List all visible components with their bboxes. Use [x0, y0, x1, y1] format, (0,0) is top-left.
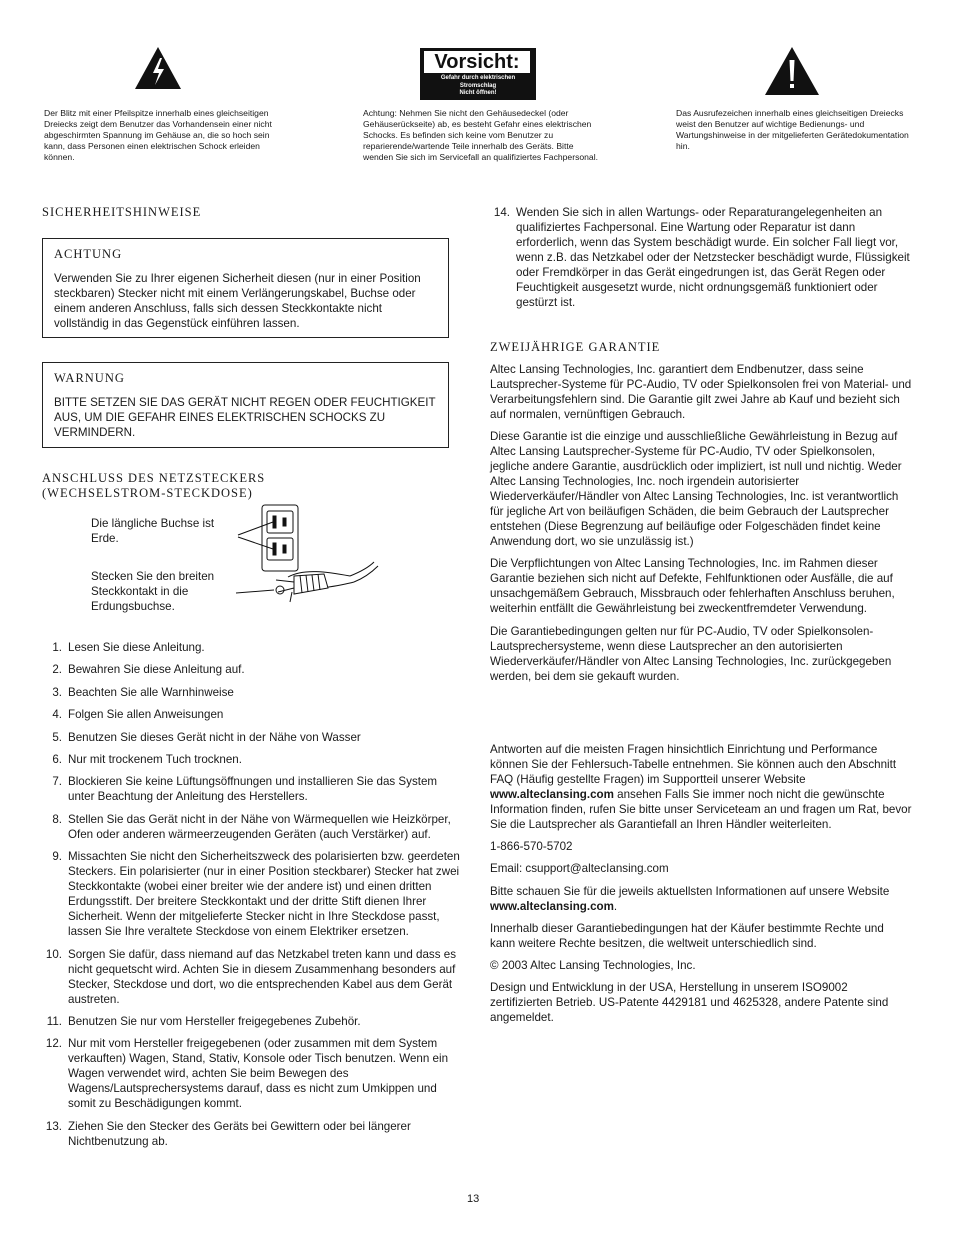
warranty-paragraph: Die Verpflichtungen von Altec Lansing Technologies, Inc. im Rahmen dieser Garantie beziehen sich nicht auf Defekte, Fehlfunktionen oder Ausfälle, die auf unsachgemäßem Gebrauch, Missbrauch oder fehlerhaften Anschluss beruhen, weiterhin entfällt die Gewährleistung bei zweckentfremdeter Verwendung.: [490, 557, 895, 616]
warranty-heading: ZWEIJÄHRIGE GARANTIE: [490, 340, 661, 354]
list-item: [42, 730, 462, 745]
list-item: [42, 1119, 462, 1149]
list-number: 10.: [45, 947, 62, 961]
outlet-plug-illustration: [232, 502, 380, 610]
list-text: Nur mit vom Hersteller freigegebenen (oder zusammen mit dem System verkauften) Wagen, Stand, Stativ, Konsole oder Tisch benutzen. Wenn ein Wagen verwendet wird, achten Sie beim Bewegen des Wagens/Lautsprechersystems darauf, dass es nicht zum Umkippen und somit zu Beschädigungen kommt.: [68, 1037, 449, 1111]
list-text: Bewahren Sie diese Anleitung auf.: [68, 663, 245, 677]
exclamation-triangle-icon: [764, 46, 820, 96]
plug-label-wide: Stecken Sie den breiten Steckkontakt in die Erdungsbuchse.: [91, 570, 215, 613]
exclamation-caption: Das Ausrufezeichen innerhalb eines gleichseitigen Dreiecks weist den Benutzer auf wichtige Bedienungs- und Wartungshinweise in der mitgelieferten Gerätedokumentation hin.: [676, 108, 909, 151]
list-text: Nur mit trockenem Tuch trocknen.: [68, 752, 242, 766]
list-text: Benutzen Sie nur vom Hersteller freigegebenes Zubehör.: [68, 1014, 361, 1028]
list-number: 11.: [46, 1014, 62, 1028]
list-text: Wenden Sie sich in allen Wartungs- oder Reparaturangelegenheiten an qualifiziertes Fachpersonal. Eine Wartung oder Reparatur ist dann erforderlich, wenn das System beschädigt wurde. Ein solcher Fall liegt vor, wenn z.B. das Netzkabel oder der Netzstecker beschädigt wurde, Flüssigkeit oder Fremdkörper in das Gerät eingedrungen ist, das Gerät Regen oder Feuchtigkeit ausgesetzt wurde, nicht ordnungsgemäß funktioniert oder gestürzt ist.: [516, 206, 910, 309]
list-number: 13.: [45, 1119, 62, 1133]
support-body: [490, 742, 912, 1032]
list-number: 4.: [52, 708, 62, 722]
page-number: 13: [467, 1193, 480, 1205]
list-text: Sorgen Sie dafür, dass niemand auf das Netzkabel treten kann und dass es nicht gequetscht wird. Achten Sie in diesem Zusammenhang besonders auf Stecker, Steckdose und dort, wo die entsprechenden Kabel aus dem Gerät austreten.: [68, 947, 456, 1006]
list-item: [42, 685, 462, 700]
list-number: 6.: [52, 752, 62, 766]
warranty-paragraph: Diese Garantie ist die einzige und ausschließliche Gewährleistung in Bezug auf Altec Lansing Lautsprecher-Systeme für PC-Audio, TV oder Spielkonsolen, jegliche andere Garantie, ausdrücklich oder impliziert, ist null und nichtig. Weder Altec Lansing Technologies, Inc. noch irgendein autorisierter Wiederverkäufer/Händler von Altec Lansing Technologies, Inc. ist verantwortlich für jegliche Art von beiläufigen Schäden, die beim Gebrauch der Lautsprecher entstehen (Diese Begrenzung auf beiläufige oder Folgeschäden findet keine Anwendung dort, wo sie unzulässig ist.): [490, 430, 902, 549]
center-caption: Achtung: Nehmen Sie nicht den Gehäusedeckel (oder Gehäuserückseite) ab, es besteht Gefahr eines elektrischen Schocks. Es befinden sich keine vom Benutzer zu reparierende/wartende Teile innerhalb des Geräts. Bitte wenden Sie sich im Servicefall an qualifiziertes Fachpersonal.: [363, 108, 599, 162]
list-item: [42, 812, 462, 842]
instructions-list-left: [42, 640, 462, 1156]
list-item: [490, 205, 910, 310]
list-number: 7.: [52, 775, 62, 789]
website-link[interactable]: www.altecIansing.com: [490, 899, 614, 913]
list-number: 8.: [52, 812, 62, 826]
vorsicht-label: [420, 48, 536, 100]
support-email: Email: csupport@altecIansing.com: [490, 862, 669, 876]
lightning-triangle-icon: [134, 46, 182, 90]
list-text: Missachten Sie nicht den Sicherheitszweck des polarisierten bzw. geerdeten Steckers. Ein polarisierter (nur in einer Position steckbarer) Stecker hat zwei Steckkontakte (wobei einer breiter wie der andere ist) und einen dritten Erdungsstift. Der breitere Steckkontakt und der dritte Stift dienen Ihrer Sicherheit. Wenn der mitgelieferte Stecker nicht in Ihre Steckdose passt, lassen Sie Ihre veraltete Steckdose von einem Elektriker ersetzen.: [68, 850, 460, 939]
list-item: [42, 662, 462, 677]
list-item: [42, 752, 462, 767]
instructions-list-right: [490, 205, 910, 317]
list-item: [42, 640, 462, 655]
support-paragraph: Innerhalb dieser Garantiebedingungen hat der Käufer bestimmte Rechte und kann weitere Rechte besitzen, die weltweit unterschiedlich sind.: [490, 921, 884, 950]
support-paragraph: Design und Entwicklung in der USA, Herstellung in unserem ISO9002 zertifizierten Betrieb. US-Patente 4429181 und 4625328, andere Patente sind angemeldet.: [490, 981, 889, 1025]
list-item: [42, 1014, 462, 1029]
plug-heading: [42, 471, 265, 501]
list-text: Folgen Sie allen Anweisungen: [68, 708, 224, 722]
vorsicht-sub-3: Nicht öffnen!: [459, 90, 497, 96]
copyright: © 2003 Altec Lansing Technologies, Inc.: [490, 958, 696, 972]
vorsicht-sub-2: Stromschlag: [459, 82, 497, 89]
list-number: 3.: [52, 685, 62, 699]
achtung-box: [42, 238, 449, 338]
support-paragraph: Bitte schauen Sie für die jeweils aktuellsten Informationen auf unsere Website www.altecIansing.com.: [490, 884, 890, 913]
warranty-body: [490, 362, 912, 691]
list-item: [42, 774, 462, 804]
warnung-title: WARNUNG: [54, 371, 125, 385]
lightning-caption: Der Blitz mit einer Pfeilspitze innerhalb eines gleichseitigen Dreiecks zeigt dem Benutzer das Vorhandensein einer nicht abgeschirmten Spannung im Gehäuse an, die so hoch sein kann, dass Personen einen elektrischen Schock erleiden können.: [44, 108, 272, 162]
support-paragraph: Antworten auf die meisten Fragen hinsichtlich Einrichtung und Performance können Sie der Fehlersuch-Tabelle entnehmen. Sie können auch den Abschnitt FAQ (Häufig gestellte Fragen) im Supportteil unserer Website www.altecIansing.com ansehen Falls Sie immer noch nicht die gewünschte Information finden, rufen Sie bitte unser Serviceteam an und fragen um Rat, bevor Sie die Lautsprecher als Garantiefall an Ihren Händler weiterleiten.: [490, 743, 912, 831]
plug-label-ground: Die längliche Buchse ist Erde.: [91, 517, 215, 545]
warnung-box: [42, 362, 449, 448]
warnung-text: BITTE SETZEN SIE DAS GERÄT NICHT REGEN ODER FEUCHTIGKEIT AUS, UM DIE GEFAHR EINES ELEKTRISCHEN SCHOCKS ZU VERMINDERN.: [54, 396, 436, 439]
list-text: Stellen Sie das Gerät nicht in der Nähe von Wärmequellen wie Heizkörper, Ofen oder anderen wärmeerzeugenden Geräten (auch Verstärker) auf.: [68, 812, 451, 841]
list-item: [42, 849, 462, 939]
list-text: Ziehen Sie den Stecker des Geräts bei Gewittern oder bei längerer Nichtbenutzung ab.: [68, 1119, 411, 1148]
list-number: 2.: [52, 663, 62, 677]
vorsicht-sub-1: Gefahr durch elektrischen: [440, 75, 516, 81]
list-number: 14.: [493, 206, 510, 219]
warranty-paragraph: Die Garantiebedingungen gelten nur für PC-Audio, TV oder Spielkonsolen-Lautsprechersysteme, wenn diese Lautsprecher an den autorisierten Wiederverkäufer/Händler von Altec Lansing Technologies, Inc. zurückgegeben werden, bei dem sie gekauft wurden.: [490, 624, 892, 683]
support-phone: 1-866-570-5702: [490, 840, 573, 854]
safety-heading: SICHERHEITSHINWEISE: [42, 205, 202, 219]
vorsicht-title: Vorsicht:: [424, 51, 530, 73]
warranty-paragraph: Altec Lansing Technologies, Inc. garantiert dem Endbenutzer, dass seine Lautsprecher-Systeme für PC-Audio, TV oder Spielkonsolen frei von Material- und Verarbeitungsfehlern sind. Die Garantie gilt zwei Jahre ab Kauf und bezieht sich auf normalen, vernünftigen Gebrauch.: [490, 363, 912, 421]
list-number: 9.: [52, 850, 62, 864]
list-text: Benutzen Sie dieses Gerät nicht in der Nähe von Wasser: [68, 730, 361, 744]
list-text: Lesen Sie diese Anleitung.: [68, 641, 205, 654]
plug-heading-line-1: ANSCHLUSS DES NETZSTECKERS: [42, 471, 266, 485]
list-number: 12.: [45, 1037, 62, 1051]
achtung-text: Verwenden Sie zu Ihrer eigenen Sicherheit diesen (nur in einer Position steckbaren) Stecker nicht mit einem Verlängerungskabel, Buchse oder einem anderen Anschluss, falls sich dessen Steckkontakte nicht vollständig in das Gegenstück einführen lassen.: [54, 272, 421, 330]
list-number: 1.: [52, 641, 62, 654]
plug-heading-line-2: (WECHSELSTROM-STECKDOSE): [42, 486, 253, 500]
list-item: [42, 947, 462, 1007]
achtung-title: ACHTUNG: [54, 247, 123, 261]
list-text: Beachten Sie alle Warnhinweise: [68, 685, 234, 699]
list-item: [42, 707, 462, 722]
website-link[interactable]: www.altecIansing.com: [490, 788, 614, 801]
list-item: [42, 1036, 462, 1111]
list-text: Blockieren Sie keine Lüftungsöffnungen und installieren Sie das System unter Beachtung der Anleitung des Herstellers.: [68, 775, 438, 804]
list-number: 5.: [52, 730, 62, 744]
